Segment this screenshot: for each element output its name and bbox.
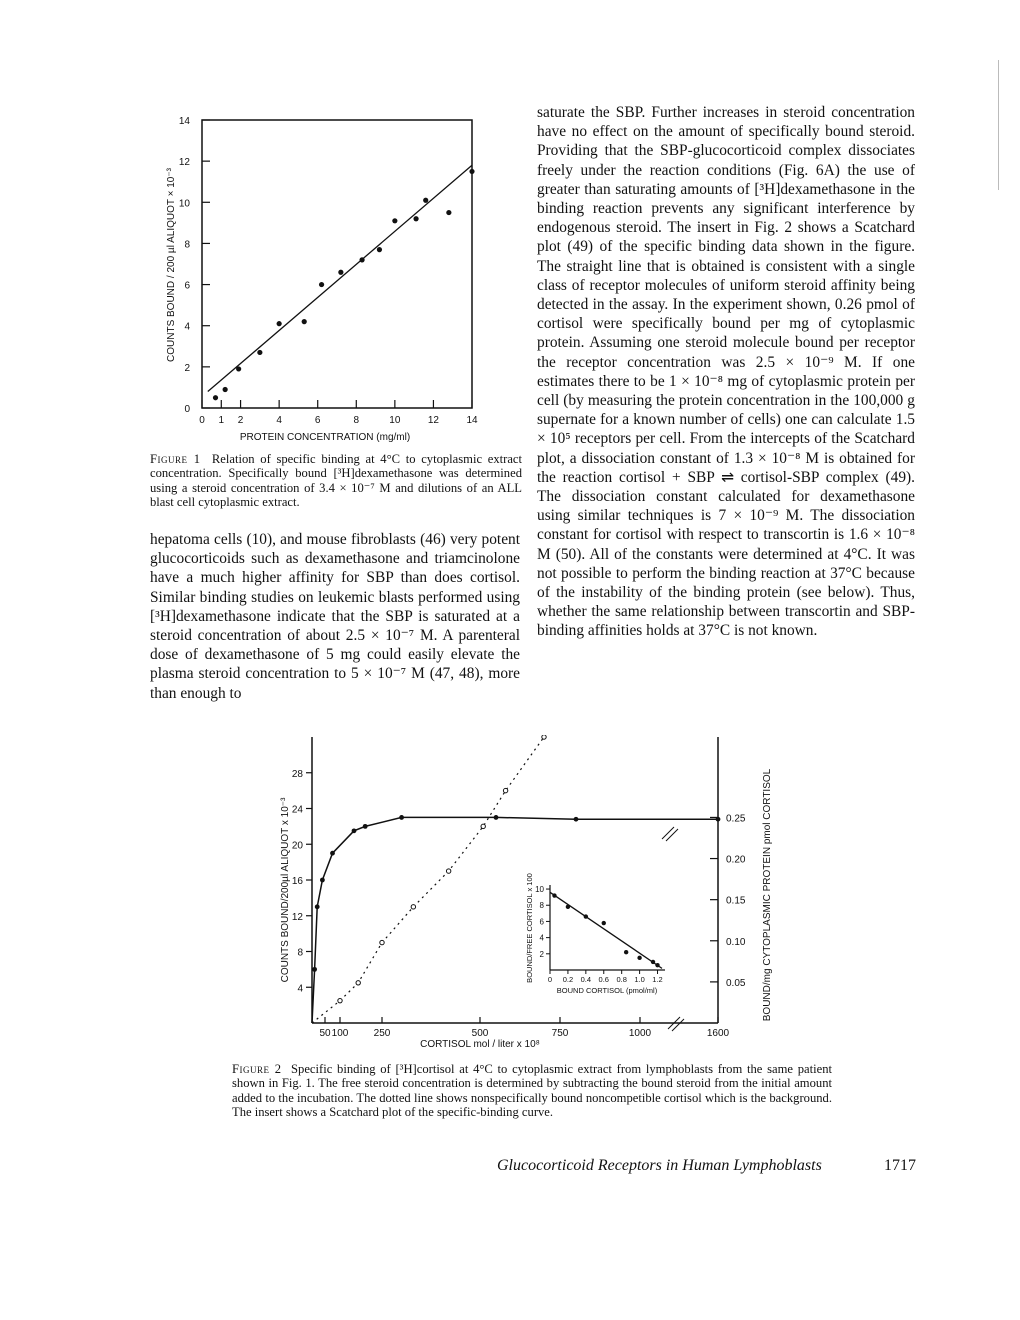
inset-data-point (584, 914, 588, 918)
figure-1-data-point (413, 216, 418, 221)
figure-2-specific-point (312, 967, 317, 972)
figure-2-specific-point (716, 817, 721, 822)
figure-1-plot-frame (202, 120, 472, 408)
figure-2-right-tick-label: 0.10 (726, 936, 746, 948)
figure-2-nonspecific-point (411, 905, 415, 909)
figure-2-caption-text: Specific binding of [³H]cortisol at 4°C to cytoplasmic extract from lymphoblasts from the same patient shown in Fig. 1. The free steroid concentration is determined by subtracting the bound steroid from the initial amount added to the incubation. The dotted line shows nonspecifically bound noncompetible cortisol which is the background. The insert shows a Scatchard plot of the specific-binding curve. (232, 1062, 833, 1120)
figure-1-caption-text: Relation of specific binding at 4°C to cytoplasmic extract concentration. Specifically bound [³H]dexamethasone was determined using a steroid concentration of 3.4 × 10⁻⁷ M and dilutions of an ALL blast cell cytoplasmic extract. (150, 452, 523, 510)
inset-x-tick-label: 0 (547, 975, 553, 984)
figure-2-x-axis-label: CORTISOL mol / liter x 10⁸ (420, 1039, 540, 1050)
figure-1-x-tick-label: 12 (427, 415, 439, 426)
figure-2-right-tick-label: 0.20 (726, 854, 746, 866)
inset-y-tick-label: 6 (539, 917, 544, 927)
figure-1-y-tick-label: 6 (184, 280, 190, 292)
figure-1-x-tick-label: 0 (199, 415, 205, 426)
figure-1-x-tick-label: 8 (353, 415, 360, 426)
figure-2-y-tick-label: 12 (291, 911, 303, 923)
figure-2-x-tick-label: 500 (471, 1028, 489, 1039)
figure-1-data-point (302, 319, 307, 324)
figure-2-x-tick-label: 1600 (706, 1028, 730, 1039)
inset-data-point (552, 893, 556, 897)
figure-2-nonspecific-line (312, 737, 544, 1023)
figure-2-nonspecific-point (338, 998, 342, 1002)
figure-2-nonspecific-point (542, 735, 546, 739)
figure-2-nonspecific-point (380, 940, 384, 944)
figure-2-x-tick-label: 100 (331, 1028, 349, 1039)
figure-2-break-mark (662, 827, 674, 839)
figure-2-right-tick-label: 0.15 (726, 895, 746, 907)
figure-2-specific-point (574, 817, 579, 822)
figure-1-y-tick-label: 8 (184, 239, 190, 251)
figure-2-y-tick-label: 24 (291, 804, 303, 816)
figure-1-y-axis-label: COUNTS BOUND / 200 µl ALIQUOT × 10⁻³ (166, 168, 177, 362)
figure-1-x-axis-label: PROTEIN CONCENTRATION (mg/ml) (239, 432, 411, 443)
figure-2-y-tick-label: 16 (291, 876, 303, 887)
figure-2-y-tick-label: 8 (297, 947, 303, 959)
figure-2-x-tick-label: 250 (373, 1028, 391, 1039)
figure-1-caption (150, 452, 522, 510)
figure-2-specific-point (315, 904, 320, 909)
inset-y-tick-label: 10 (535, 885, 544, 895)
figure-1-data-point (359, 257, 364, 262)
figure-1-x-tick-label: 4 (276, 415, 282, 426)
figure-2-y-tick-label: 4 (297, 983, 303, 995)
figure-2-nonspecific-point (503, 788, 507, 792)
figure-2-nonspecific-point (446, 869, 450, 873)
inset-x-tick-label: 0.4 (580, 975, 592, 984)
figure-1-data-point (338, 270, 343, 275)
figure-1-x-tick-label: 1 (218, 415, 225, 426)
margin-rule (998, 60, 999, 190)
inset-y-tick-label: 4 (539, 933, 544, 943)
left-column-text (150, 530, 520, 703)
figure-2-specific-point (352, 828, 357, 833)
figure-1-y-tick-label: 0 (184, 404, 190, 415)
figure-1-y-tick-label: 14 (178, 116, 190, 127)
figure-2-nonspecific-point (356, 981, 360, 985)
inset-data-point (655, 963, 659, 967)
inset-data-point (566, 905, 570, 909)
figure-1-data-point (469, 169, 474, 174)
figure-2-specific-point (363, 824, 368, 829)
figure-2-break-mark (666, 829, 678, 841)
running-title: Glucocorticoid Receptors in Human Lymphoblasts (497, 1157, 822, 1174)
figure-1-caption-label: Figure 1 (150, 452, 201, 466)
left-column-paragraph: hepatoma cells (10), and mouse fibroblasts (46) very potent glucocorticoids such as dexamethasone and triamcinolone have a much higher affinity for SBP than does cortisol. Similar binding studies on leukemic blasts performed using [³H]dexamethasone indicate that the SBP is saturated at a steroid concentration of about 2.5 × 10⁻⁷ M. A parenteral dose of dexamethasone of 5 mg could easily elevate the plasma steroid concentration to 5 × 10⁻⁷ M (47, 48), more than enough to (150, 531, 520, 702)
inset-x-tick-label: 0.6 (598, 975, 609, 984)
inset-x-axis-label: BOUND CORTISOL (pmol/ml) (556, 986, 658, 995)
figure-1-data-point (236, 366, 241, 371)
figure-2-specific-point (330, 851, 335, 856)
figure-1-data-point (223, 387, 228, 392)
figure-1-y-tick-label: 10 (178, 198, 190, 210)
right-column-paragraph: saturate the SBP. Further increases in steroid concentration have no effect on the amount of specifically bound steroid. Providing that the SBP-glucocorticoid complex dissociates freely under the reaction conditions (Fig. 6A) the use of greater than saturating amounts of [³H]dexamethasone in the binding reaction prevents any significant interference by endogenous steroid. The insert in Fig. 2 shows a Scatchard plot (49) of the specific binding data shown in the figure. The straight line that is obtained is consistent with a single class of receptor molecules of uniform steroid affinity being detected in the assay. In the experiment shown, 0.26 pmol of cortisol were specifically bound per mg of cytoplasmic protein. Assuming one steroid molecule bound per receptor the receptor concentration was 2.5 × 10⁻⁹ M. If one estimates there to be 1 × 10⁻⁸ mg of cytoplasmic protein per cell (by measuring the protein concentration in the 100,000 g supernate for a known number of cells) one can calculate 1.5 × 10⁵ receptors per cell. From the intercepts of the Scatchard plot, a dissociation constant of 1.3 × 10⁻⁸ M is obtained for the reaction cortisol + SBP ⇌ cortisol-SBP complex (49). The dissociation constant calculated for dexamethasone using similar techniques is 7 × 10⁻⁹ M. The dissociation constant for cortisol with respect to transcortin is 1.6 × 10⁻⁸ M (50). All of the constants were determined at 4°C. It was not possible to perform the binding reaction at 37°C because of the instability of the binding protein (see below). Thus, whether the same relationship between transcortin and SBP-binding affinities holds at 37°C is not known. (537, 104, 915, 640)
figure-1-data-point (277, 321, 282, 326)
inset-data-point (651, 960, 655, 964)
figure-1-data-point (423, 198, 428, 203)
figure-1-data-point (213, 395, 218, 400)
page-number: 1717 (884, 1157, 916, 1174)
figure-1-y-tick-label: 4 (184, 321, 190, 333)
inset-y-axis-label: BOUND/FREE CORTISOL x 100 (525, 873, 534, 983)
figure-2-right-axis-label: BOUND/mg CYTOPLASMIC PROTEIN pmol CORTISOL (762, 768, 773, 1022)
figure-1-x-tick-label: 10 (389, 415, 401, 426)
figure-1-data-point (392, 218, 397, 223)
figure-1-x-tick-label: 6 (314, 415, 321, 426)
inset-y-tick-label: 2 (539, 949, 544, 959)
figure-1-data-point (319, 282, 324, 287)
figure-2-inset (535, 885, 665, 984)
figure-2-nonspecific-point (481, 824, 485, 828)
figure-2-right-tick-label: 0.05 (726, 977, 746, 989)
figure-1-x-tick-label: 14 (466, 415, 478, 426)
figure-2-y-axis-label: COUNTS BOUND/200µl ALIQUOT x 10⁻³ (280, 797, 291, 983)
figure-1-x-tick-label: 2 (237, 415, 244, 426)
inset-x-tick-label: 1.2 (652, 975, 663, 984)
inset-x-tick-label: 1.0 (634, 975, 645, 984)
inset-data-point (624, 950, 628, 954)
figure-1-data-point (446, 210, 451, 215)
figure-1-data-point (257, 350, 262, 355)
figure-2-x-tick-label: 750 (551, 1028, 569, 1039)
right-column-text (537, 103, 915, 641)
figure-2-x-tick-label: 50 (319, 1028, 331, 1039)
inset-fit-line (550, 892, 662, 968)
inset-x-tick-label: 0.2 (562, 975, 574, 984)
figure-1-chart (150, 100, 490, 450)
figure-2-caption (232, 1062, 832, 1120)
figure-1-fit-line (208, 165, 472, 391)
figure-1-y-tick-label: 2 (184, 362, 190, 374)
figure-2-break-mark (672, 1019, 684, 1031)
figure-2-x-tick-label: 1000 (628, 1028, 652, 1039)
figure-2-specific-point (320, 878, 325, 883)
figure-2-y-tick-label: 20 (291, 840, 303, 852)
figure-2-right-tick-label: 0.25 (726, 813, 746, 825)
figure-2-specific-point (399, 815, 404, 820)
inset-x-tick-label: 0.8 (616, 975, 627, 984)
figure-2-chart (270, 735, 790, 1055)
figure-2-y-tick-label: 28 (291, 768, 303, 780)
inset-data-point (602, 921, 606, 925)
figure-2-caption-label: Figure 2 (232, 1062, 282, 1076)
inset-y-tick-label: 8 (539, 901, 544, 911)
figure-1-y-tick-label: 12 (178, 157, 190, 169)
figure-2-specific-point (494, 815, 499, 820)
figure-1-data-point (377, 247, 382, 252)
inset-data-point (637, 956, 641, 960)
